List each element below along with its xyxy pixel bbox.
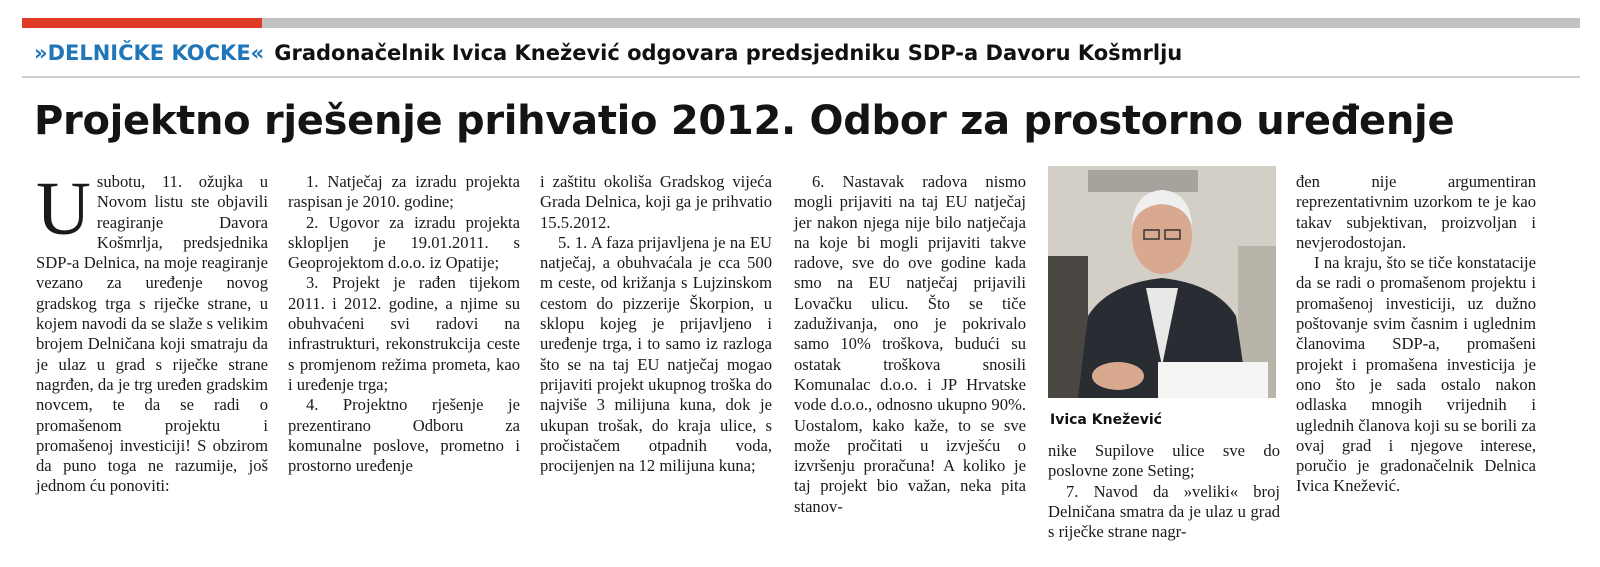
paragraph: i zaštitu okoliša Gradskog vijeća Grada Delnica, koji ga je prihvatio 15.5.2012. — [540, 172, 772, 232]
paragraph: subotu, 11. ožujka u Novom listu ste objavili reagiranje Davora Košmrlja, predsjednika SDP-a Delnica, na moje reagiranje vezano za uređenje novog gradskog trga s riječke strane, u kojem navodi da se slaže s velikim brojem Delničana koji smatraju da je ulaz u grad s riječke strane nagrđen, da je trg uređen gradskim novcem, te da se radi o promašenom projektu i promašenoj investiciji! S obzirom da puno toga ne razumije, još jednom ću ponoviti: — [36, 172, 268, 496]
paragraph: 4. Projektno rješenje je prezentirano Odboru za komunalne poslove, prometno i prostorno uređenje — [288, 395, 520, 476]
drop-cap: U — [36, 167, 91, 251]
kicker-row — [22, 30, 1580, 78]
top-color-bar — [22, 18, 1580, 28]
paragraph: 6. Nastavak radova nismo mogli prijaviti na taj EU natječaj jer nakon njega nije bilo natječaja na koje bi mogli prijaviti takve radove, sve do ove godine kada smo na EU natječaj prijavili Lovačku ulicu. Što se tiče zaduživanja, ono je pokrivalo samo 10% troškova, budući su ostatak troškova snosili Komunalac d.o.o. i JP Hrvatske vode d.o.o., odnosno ukupno 90%. Uostalom, kako kaže, to se sve može pročitati u izvješću o izvršenju proračuna! A koliko je taj projekt bio važan, neka pita stanov- — [794, 172, 1026, 516]
section-tag: »DELNIČKE KOCKE« — [34, 41, 265, 65]
paragraph: 1. Natječaj za izradu projekta raspisan je 2010. godine; — [288, 172, 520, 212]
portrait-photo — [1048, 166, 1276, 398]
article-column-4 — [794, 172, 1026, 517]
headline: Projektno rješenje prihvatio 2012. Odbor za prostorno uređenje — [34, 98, 1455, 144]
paragraph: 2. Ugovor za izradu projekta sklopljen je 19.01.2011. s Geoprojektom d.o.o. iz Opatije; — [288, 212, 520, 273]
paragraph: 7. Navod da »veliki« broj Delničana smatra da je ulaz u grad s riječke strane nagr- — [1048, 481, 1280, 542]
portrait-illustration — [1048, 166, 1276, 398]
article-column-5 — [1296, 172, 1536, 497]
kicker-subtitle: Gradonačelnik Ivica Knežević odgovara predsjedniku SDP-a Davoru Košmrlju — [274, 41, 1183, 65]
article-column-3 — [540, 172, 772, 476]
paragraph: 5. 1. A faza prijavljena je na EU natječaj, a obuhvaćala je cca 500 m ceste, od križanja s Lujzinskom cestom do pizzerije Škorpion, u sklopu kojeg je prijavljeno i uređenje trga, i to samo iz razloga što se na taj EU natječaj mogao prijaviti projekt ukupnog troška do najviše 3 milijuna kuna, dok je ukupan trošak, do kraja ulice, s pročistačem otpadnih voda, procijenjen na 12 milijuna kuna; — [540, 232, 772, 476]
article-column-4-continued — [1048, 441, 1280, 542]
article-column-1 — [36, 167, 268, 497]
paragraph: 3. Projekt je rađen tijekom 2011. i 2012. godine, a njime su obuhvaćeni svi radovi na infrastrukturi, rekonstrukcija ceste s promjenom režima prometa, kao i uređenje trga; — [288, 273, 520, 394]
top-red-accent — [22, 18, 262, 28]
paragraph: đen nije argumentiran reprezentativnim uzorkom te je kao takav subjektivan, proizvoljan i nevjerodostojan. — [1296, 172, 1536, 252]
paragraph: I na kraju, što se tiče konstatacije da se radi o promašenom projektu i promašenoj investiciji, uz dužno poštovanje svim časnim i uglednim članovima SDP-a, promašeni projekt i promašena investicija je ono što je sada ostalo nakon odlaska mnogih vrijednih i uglednih članova koji su se borili za ovaj grad i njegove interese, poručio je gradonačelnik Delnica Ivica Knežević. — [1296, 253, 1536, 496]
article-column-2 — [288, 172, 520, 476]
photo-caption: Ivica Knežević — [1050, 412, 1162, 428]
paragraph: nike Supilove ulice sve do poslovne zone Seting; — [1048, 441, 1280, 481]
